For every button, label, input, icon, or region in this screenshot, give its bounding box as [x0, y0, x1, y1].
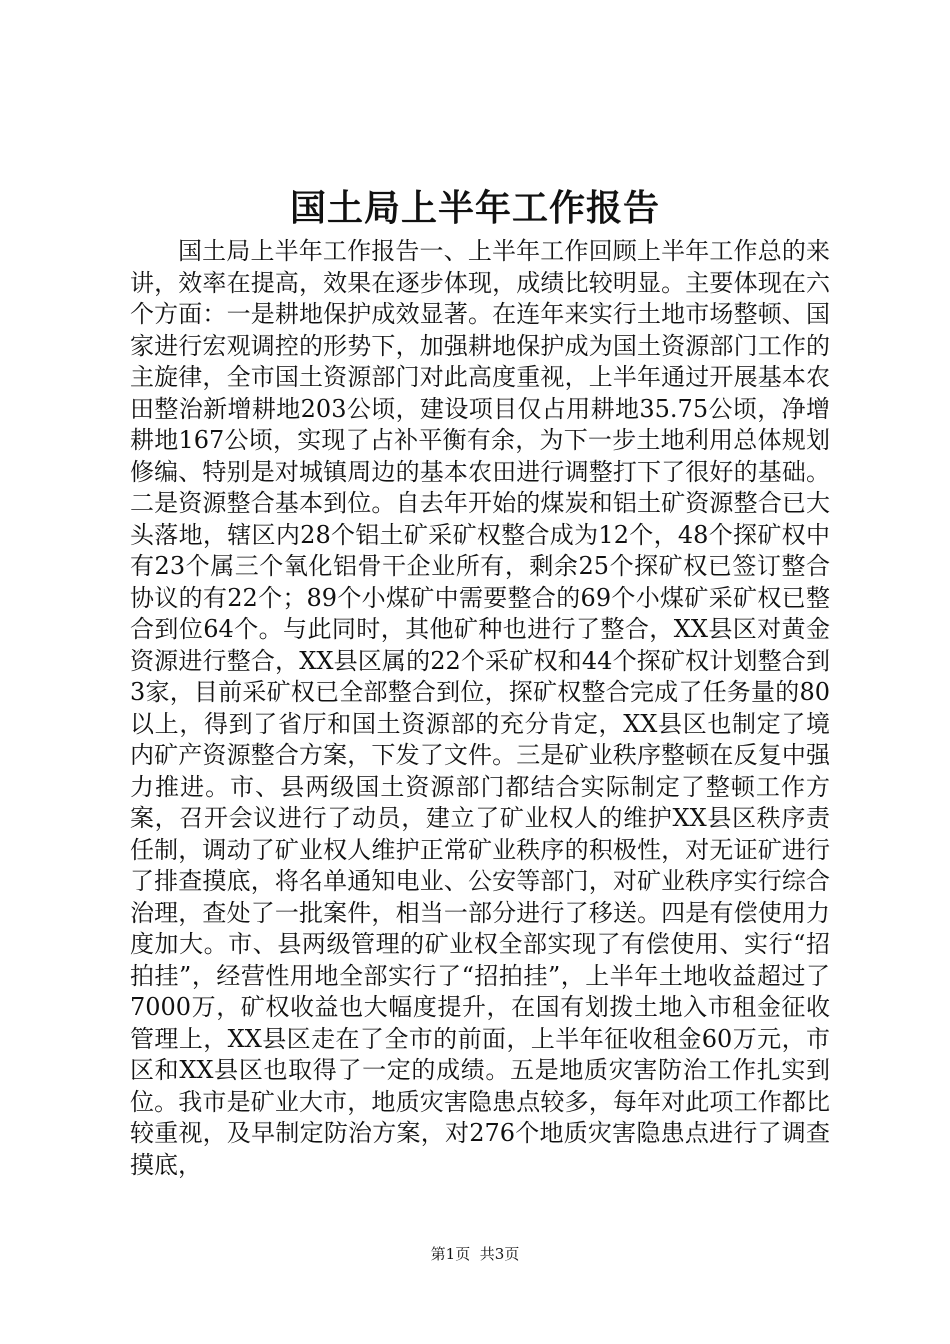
total-pages: 3: [494, 1245, 505, 1263]
document-title: 国土局上半年工作报告: [289, 187, 660, 229]
page-prefix: 第: [430, 1245, 446, 1263]
total-prefix: 共: [479, 1245, 495, 1263]
page-suffix: 页: [455, 1245, 471, 1263]
footer-spacer: [470, 1245, 480, 1263]
page-number: 1: [445, 1245, 456, 1263]
total-suffix: 页: [504, 1245, 520, 1263]
document-body: 国土局上半年工作报告一、上半年工作回顾上半年工作总的来讲，效率在提高，效果在逐步体现，成绩比较明显。主要体现在六个方面：一是耕地保护成效显著。在连年来实行土地市场整顿、国家进行宏观调控的形势下，加强耕地保护成为国土资源部门工作的主旋律，全市国土资源部门对此高度重视，上半年通过开展基本农田整治新增耕地203公顷，建设项目仅占用耕地35.75公顷，净增耕地167公顷，实现了占补平衡有余，为下一步土地利用总体规划修编、特别是对城镇周边的基本农田进行调整打下了很好的基础。二是资源整合基本到位。自去年开始的煤炭和铝土矿资源整合已大头落地，辖区内28个铝土矿采矿权整合成为12个，48个探矿权中有23个属三个氧化铝骨干企业所有，剩余25个探矿权已签订整合协议的有22个；89个小煤矿中需要整合的69个小煤矿采矿权已整合到位64个。与此同时，其他矿种也进行了整合，XX县区对黄金资源进行整合，XX县区属的22个采矿权和44个探矿权计划整合到3家，目前采矿权已全部整合到位，探矿权整合完成了任务量的80以上，得到了省厅和国土资源部的充分肯定，XX县区也制定了境内矿产资源整合方案，下发了文件。三是矿业秩序整顿在反复中强力推进。市、县两级国土资源部门都结合实际制定了整顿工作方案，召开会议进行了动员，建立了矿业权人的维护XX县区秩序责任制，调动了矿业权人维护正常矿业秩序的积极性，对无证矿进行了排查摸底，将名单通知电业、公安等部门，对矿业秩序实行综合治理，查处了一批案件，相当一部分进行了移送。四是有偿使用力度加大。市、县两级管理的矿业权全部实现了有偿使用、实行“招拍挂”，经营性用地全部实行了“招拍挂”，上半年土地收益超过了7000万，矿权收益也大幅度提升，在国有划拨土地入市租金征收管理上，XX县区走在了全市的前面，上半年征收租金60万元，市区和XX县区也取得了一定的成绩。五是地质灾害防治工作扎实到位。我市是矿业大市，地质灾害隐患点较多，每年对此项工作都比较重视，及早制定防治方案，对276个地质灾害隐患点进行了调查摸底，: [130, 237, 830, 1179]
page-footer: [0, 1244, 950, 1264]
